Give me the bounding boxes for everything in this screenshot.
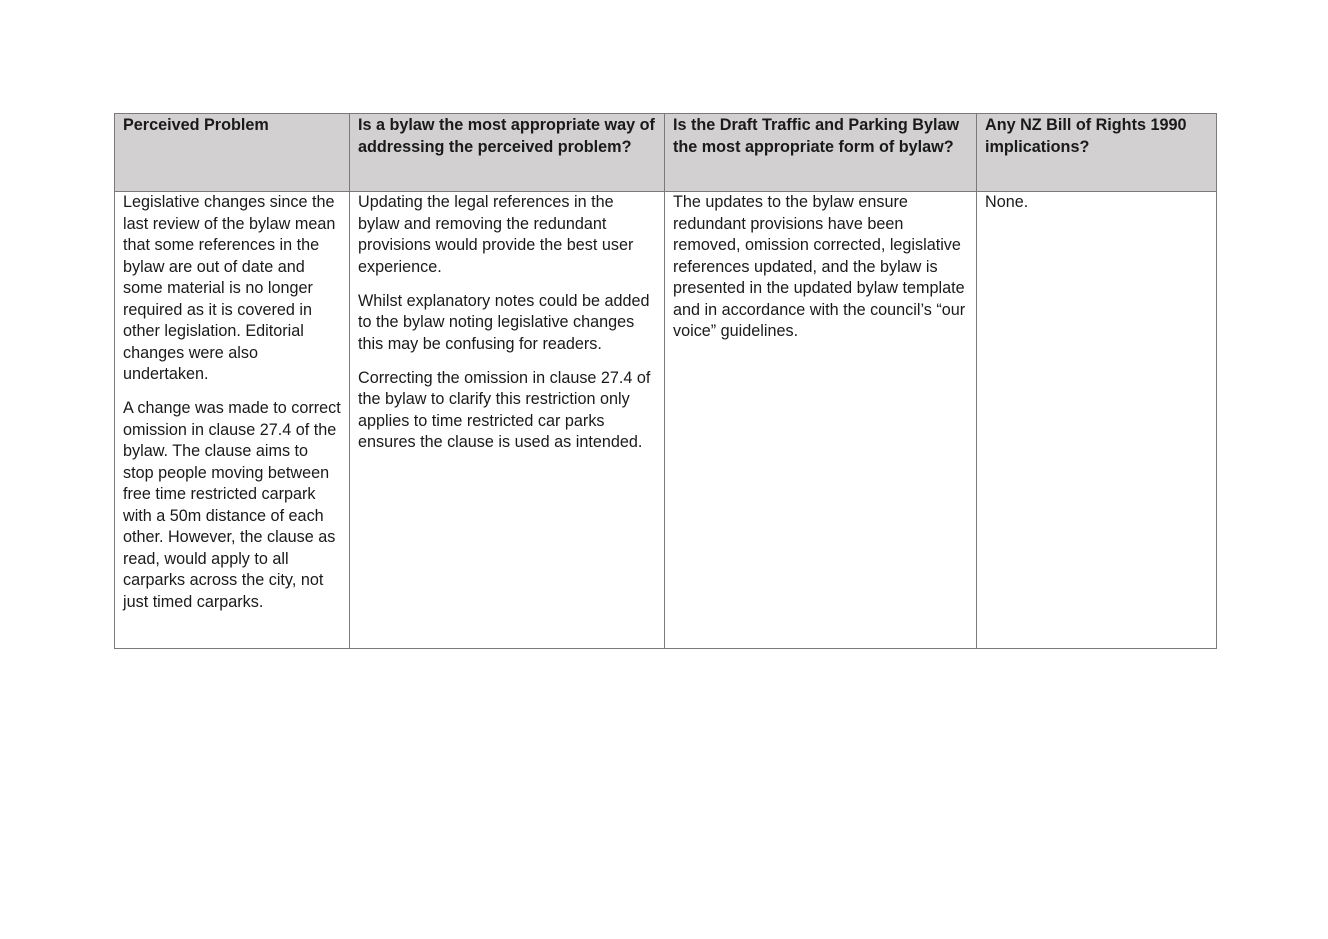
cell-draft-bylaw-form <box>665 192 977 649</box>
header-perceived-problem: Perceived Problem <box>115 114 350 192</box>
paragraph: The updates to the bylaw ensure redundant provisions have been removed, omission corrected, legislative references updated, and the bylaw is presented in the updated bylaw template and in accordance with the council’s “our voice” guidelines. <box>673 193 966 340</box>
header-draft-bylaw-form: Is the Draft Traffic and Parking Bylaw the most appropriate form of bylaw? <box>665 114 977 192</box>
paragraph: None. <box>985 193 1029 211</box>
cell-bylaw-appropriate <box>350 192 665 649</box>
header-bylaw-appropriate: Is a bylaw the most appropriate way of addressing the perceived problem? <box>350 114 665 192</box>
cell-perceived-problem <box>115 192 350 649</box>
cell-bill-of-rights <box>977 192 1217 649</box>
header-bill-of-rights: Any NZ Bill of Rights 1990 implications? <box>977 114 1217 192</box>
paragraph: Correcting the omission in clause 27.4 of the bylaw to clarify this restriction only applies to time restricted car parks ensures the clause is used as intended. <box>358 368 651 451</box>
paragraph: Updating the legal references in the bylaw and removing the redundant provisions would provide the best user experience. <box>358 193 634 276</box>
table-row <box>115 192 1217 649</box>
bylaw-assessment-table <box>114 113 1217 649</box>
table-header-row <box>115 114 1217 192</box>
paragraph: Whilst explanatory notes could be added to the bylaw noting legislative changes this may be confusing for readers. <box>358 291 650 353</box>
paragraph: Legislative changes since the last review of the bylaw mean that some references in the bylaw are out of date and some material is no longer required as it is covered in other legislation. Editorial changes were also undertaken. <box>123 193 336 383</box>
paragraph: A change was made to correct omission in clause 27.4 of the bylaw. The clause aims to stop people moving between free time restricted carpark with a 50m distance of each other. However, the clause as read, would apply to all carparks across the city, not just timed carparks. <box>123 399 341 611</box>
